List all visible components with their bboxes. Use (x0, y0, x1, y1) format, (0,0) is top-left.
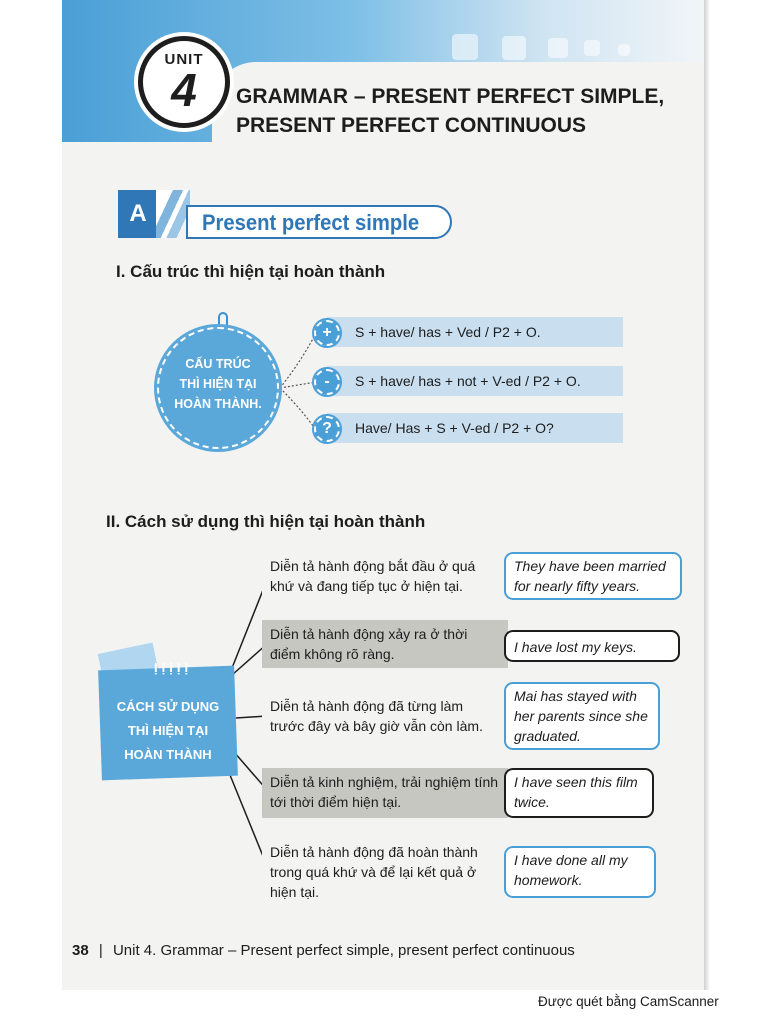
usage-example: They have been married for nearly fifty years. (504, 552, 682, 600)
usage-heading: II. Cách sử dụng thì hiện tại hoàn thành (106, 512, 426, 531)
scanner-watermark: Được quét bằng CamScanner (538, 994, 719, 1009)
usage-note-line: CÁCH SỬ DỤNG (116, 699, 220, 714)
question-sign-icon: ? (314, 416, 340, 442)
usage-description: Diễn tả hành động xảy ra ở thời điểm không rõ ràng. (262, 620, 508, 668)
footer-separator: | (98, 942, 103, 959)
usage-description: Diễn tả hành động đã hoàn thành trong quá khứ và để lại kết quả ở hiện tại. (262, 838, 508, 906)
structure-tag-line: THÌ HIỆN TẠI (179, 377, 257, 391)
section-title: Present perfect simple (202, 210, 420, 235)
page-number: 38 (72, 942, 89, 959)
usage-example: I have done all my homework. (504, 846, 656, 898)
usage-note-line: THÌ HIỆN TẠI (127, 723, 209, 738)
structure-tag-line: CẤU TRÚC (185, 357, 251, 371)
page-title-line-2: PRESENT PERFECT CONTINUOUS (236, 114, 587, 137)
structure-tag-text (157, 354, 279, 414)
section-letter: A (118, 190, 158, 238)
usage-example: Mai has stayed with her parents since she graduated. (504, 682, 660, 750)
usage-description: Diễn tả kinh nghiệm, trải nghiệm tính tới thời điểm hiện tại. (262, 768, 508, 818)
plus-sign-icon: + (314, 320, 340, 346)
minus-sign-icon: - (314, 369, 340, 395)
notebook-rings-icon: ỊỊỊỊỊ (154, 660, 193, 675)
usage-note-text (100, 695, 236, 767)
usage-example: I have lost my keys. (504, 630, 680, 662)
formula-affirmative: S + have/ has + Ved / P2 + O. (327, 317, 623, 347)
usage-description: Diễn tả hành động đã từng làm trước đây và bây giờ vẫn còn làm. (262, 692, 508, 742)
unit-label: UNIT (164, 51, 204, 68)
structure-heading: I. Cấu trúc thì hiện tại hoàn thành (116, 262, 386, 281)
footer-text: Unit 4. Grammar – Present perfect simple, present perfect continuous (112, 942, 575, 959)
textbook-page (62, 0, 704, 990)
usage-description: Diễn tả hành động bắt đầu ở quá khứ và đang tiếp tục ở hiện tại. (262, 552, 508, 600)
page-edge (704, 0, 710, 990)
usage-note-line: HOÀN THÀNH (124, 747, 212, 762)
page-title-line-1: GRAMMAR – PRESENT PERFECT SIMPLE, (236, 85, 665, 108)
usage-example: I have seen this film twice. (504, 768, 654, 818)
formula-negative: S + have/ has + not + V-ed / P2 + O. (327, 366, 623, 396)
unit-number: 4 (171, 64, 197, 116)
page-footer (72, 942, 575, 959)
formula-question: Have/ Has + S + V-ed / P2 + O? (327, 413, 623, 443)
structure-tag-line: HOÀN THÀNH. (174, 397, 262, 411)
